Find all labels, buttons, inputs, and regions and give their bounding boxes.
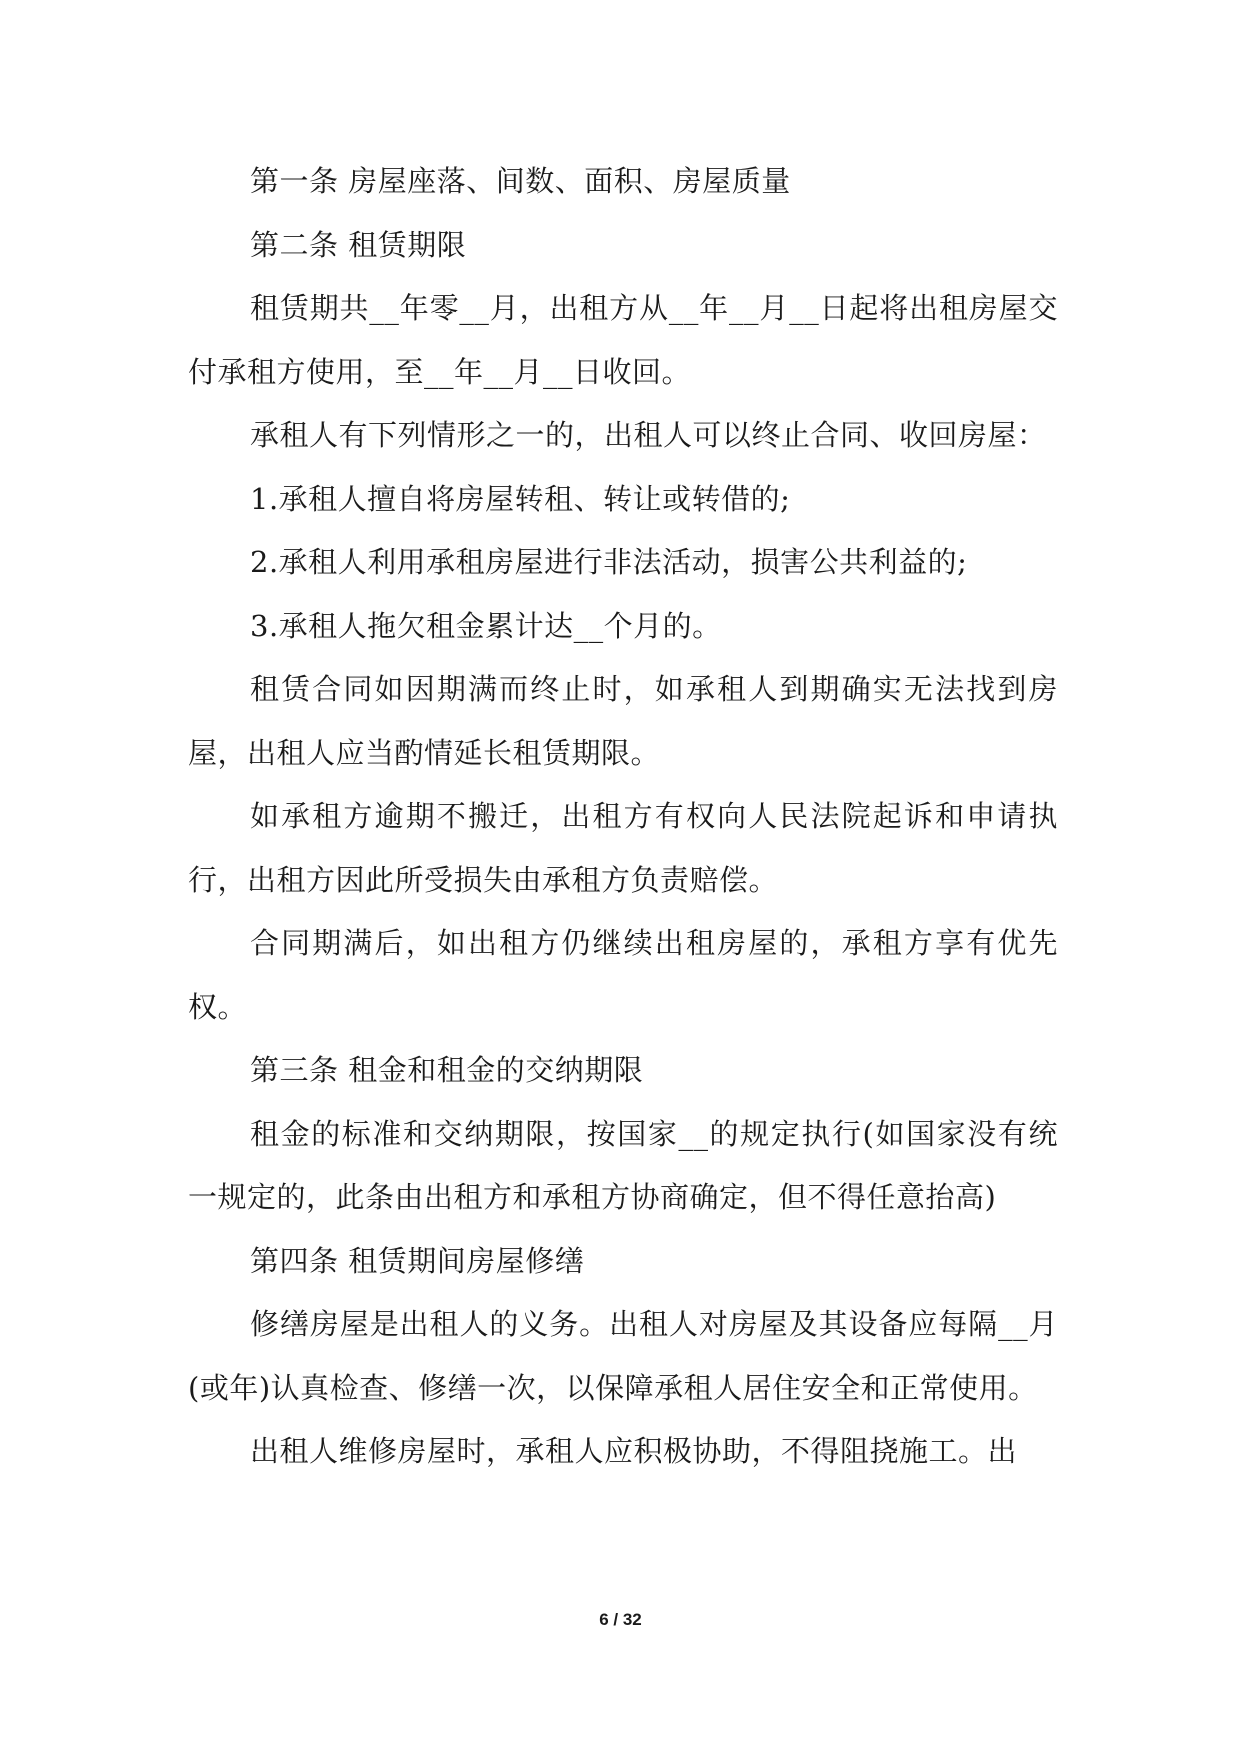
document-body (188, 150, 1058, 1484)
article-2-heading: 第二条 租赁期限 (250, 227, 467, 262)
paragraph-repair-cooperation: 出租人维修房屋时，承租人应积极协助，不得阻挠施工。出 (250, 1434, 1018, 1468)
list-item-2: 2.承租人利用承租房屋进行非法活动，损害公共利益的; (250, 545, 968, 579)
article-1-heading: 第一条 房屋座落、间数、面积、房屋质量 (250, 164, 791, 198)
paragraph-priority: 合同期满后，如出租方仍继续出租房屋的，承租方享有优先权。 (188, 926, 1058, 1024)
list-item-1: 1.承租人擅自将房屋转租、转让或转借的; (250, 481, 791, 516)
paragraph-overdue: 如承租方逾期不搬迁，出租方有权向人民法院起诉和申请执行，出租方因此所受损失由承租方负责赔偿。 (188, 799, 1058, 897)
article-4-heading: 第四条 租赁期间房屋修缮 (250, 1243, 585, 1278)
paragraph-termination-conditions: 承租人有下列情形之一的，出租人可以终止合同、收回房屋： (250, 418, 1047, 452)
paragraph-lease-term: 租赁期共__年零__月，出租方从__年__月__日起将出租房屋交付承租方使用，至__年__月__日收回。 (188, 291, 1058, 389)
list-item-3: 3.承租人拖欠租金累计达__个月的。 (250, 608, 722, 643)
paragraph-repair-duty: 修缮房屋是出租人的义务。出租人对房屋及其设备应每隔__月(或年)认真检查、修缮一次，以保障承租人居住安全和正常使用。 (188, 1307, 1058, 1405)
article-3-heading: 第三条 租金和租金的交纳期限 (250, 1053, 644, 1087)
paragraph-extension: 租赁合同如因期满而终止时，如承租人到期确实无法找到房屋，出租人应当酌情延长租赁期限。 (188, 672, 1058, 770)
paragraph-rent-standard: 租金的标准和交纳期限，按国家__的规定执行(如国家没有统一规定的，此条由出租方和承租方协商确定，但不得任意抬高) (188, 1116, 1058, 1214)
page-number: 6 / 32 (599, 1610, 642, 1629)
